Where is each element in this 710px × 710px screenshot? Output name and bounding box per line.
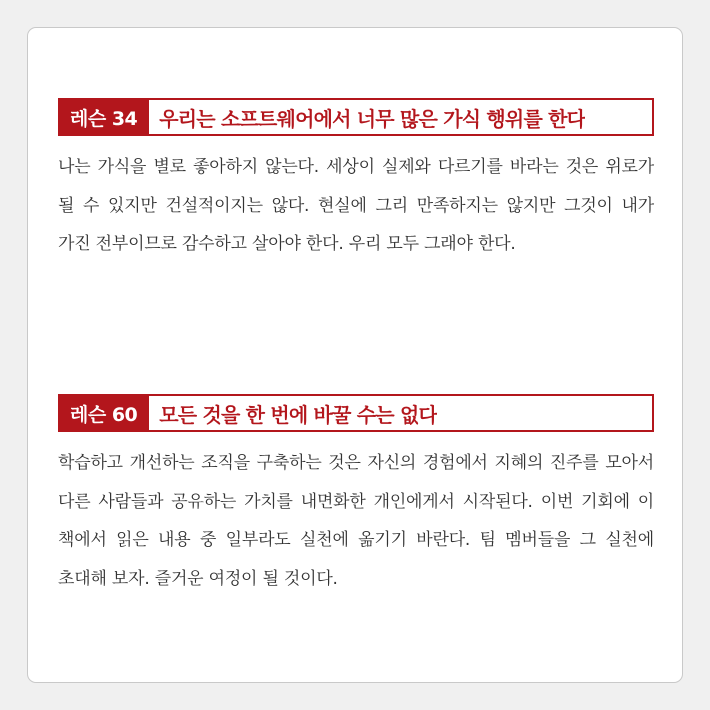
lesson-number-badge: 레슨 60 xyxy=(60,396,149,430)
lesson-title: 우리는 소프트웨어에서 너무 많은 가식 행위를 한다 xyxy=(149,100,585,134)
lesson-body-text: 학습하고 개선하는 조직을 구축하는 것은 자신의 경험에서 지혜의 진주를 모아서 다른 사람들과 공유하는 가치를 내면화한 개인에게서 시작된다. 이번 기회에 이 책에서 읽은 내용 중 일부라도 실천에 옮기기 바란다. 팀 멤버들을 그 실천에 초대해 보자. 즐거운 여정이 될 것이다. xyxy=(58,453,654,589)
lesson-body-text: 나는 가식을 별로 좋아하지 않는다. 세상이 실제와 다르기를 바라는 것은 위로가 될 수 있지만 건설적이지는 않다. 현실에 그리 만족하지는 않지만 그것이 내가 가진 전부이므로 감수하고 살아야 한다. 우리 모두 그래야 한다. xyxy=(58,157,654,254)
lesson-section-60 xyxy=(58,394,654,598)
lesson-header xyxy=(58,98,654,136)
lesson-header xyxy=(58,394,654,432)
content-card xyxy=(27,27,683,683)
lesson-title: 모든 것을 한 번에 바꿀 수는 없다 xyxy=(149,396,437,430)
lesson-number-badge: 레슨 34 xyxy=(60,100,149,134)
lesson-section-34 xyxy=(58,98,654,264)
